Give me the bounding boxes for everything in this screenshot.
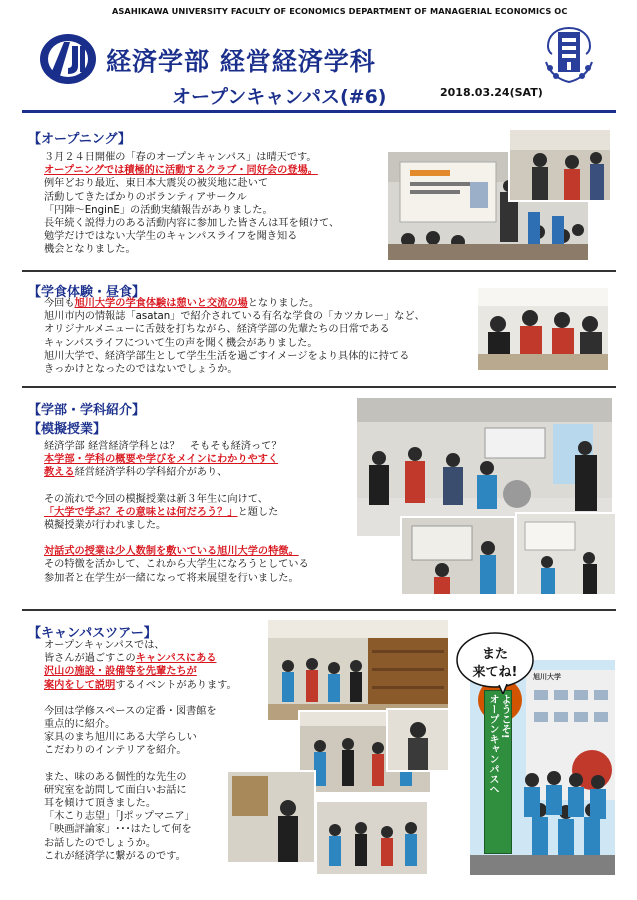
opening-line: 活動してきたばかりのボランティアサークル	[44, 191, 247, 203]
tour-line: こだわりのインテリアを紹介。	[44, 745, 187, 757]
tour-highlight: 沢山の施設・設備等を先輩たちが	[44, 666, 197, 678]
tour-line: オープンキャンパスでは、	[44, 640, 165, 651]
tour-line-pre: 皆さんが過ごすこの	[44, 653, 136, 665]
university-name: ASAHIKAWA UNIVERSITY FACULTY OF ECONOMICS DEPARTMENT OF MANAGERIAL ECONOMICS OC	[112, 6, 568, 16]
section-heading-intro: 【学部・学科紹介】	[28, 403, 146, 418]
lunch-line-post: となりました。	[247, 298, 320, 309]
opening-line: ３月２４日開催の「春のオープンキャンパス」は晴天です。	[44, 152, 317, 163]
intro-line: その流れで今回の模擬授業は新３年生に向けて、	[44, 493, 268, 505]
section-heading-opening: 【オープニング】	[28, 132, 131, 147]
department-emblem	[536, 22, 602, 88]
building-sign: 旭川大学	[533, 673, 561, 681]
speech-bubble-text	[455, 646, 535, 682]
lunch-line: 旭川大学で、経済学部生として学生生活を過ごすイメージをより具体的に持てる	[44, 350, 410, 362]
tour-highlight: 案内をして説明	[44, 679, 116, 691]
lunch-line: きっかけとなったのではないでしょうか。	[44, 364, 238, 376]
lunch-line-pre: 今回も	[44, 298, 75, 309]
opening-line: 「円陣～EnginE」の活動実績報告がありました。	[44, 204, 273, 216]
opening-highlight: オープニングでは積極的に活動するクラブ・同好会の登場。	[44, 165, 318, 177]
intro-line	[44, 466, 309, 479]
opening-line: 長年続く説得力のある活動内容に参加した皆さんは耳を傾けて、	[44, 218, 340, 230]
lunch-line	[44, 297, 425, 310]
speech-bubble-line: また	[481, 647, 508, 662]
intro-line-post: 経営経済学科の学科紹介があり、	[74, 467, 228, 479]
tour-line-post: するイベントがあります。	[115, 679, 237, 691]
lunch-line: キャンパスライフについて生の声を聞く機会がありました。	[44, 337, 318, 349]
university-logo	[38, 32, 98, 86]
intro-line: 模擬授業が行われました。	[44, 520, 167, 532]
intro-line: 経済学部 経営経済学科とは？ そもそも経済って？	[44, 441, 282, 452]
opening-line: 例年どおり最近、東日本大震災の被災地に赴いて	[44, 178, 269, 190]
professor-office-photo	[226, 770, 316, 864]
lunch-highlight: 旭川大学の学食体験は憩いと交流の場	[74, 298, 248, 309]
lunch-text	[44, 297, 425, 376]
section-divider	[22, 609, 616, 611]
welcome-banner-line: ようこそ!	[499, 694, 510, 739]
opening-text	[44, 151, 339, 257]
tour-line: お話したのでしょうか。	[44, 837, 157, 849]
section-divider	[22, 386, 616, 388]
opening-inset-photo	[508, 128, 612, 202]
lunch-line: 旭川市内の情報誌「asatan」で紹介されている有名な学食の「カツカレー」など、	[44, 311, 425, 323]
tour-highlight: キャンパスにある	[135, 653, 217, 665]
tour-line: また、味のある個性的な先生の	[44, 771, 187, 783]
welcome-banner	[484, 690, 512, 854]
intro-highlight: 「大学で学ぶ？その意味とは何だろう？」	[44, 506, 238, 518]
tour-line: 「木こり志望」「Jポップマニア」	[44, 811, 195, 823]
speech-bubble-line: 来てね!	[472, 665, 518, 680]
tour-text	[44, 639, 237, 863]
intro-line-post: と題した	[237, 506, 279, 518]
mock-class-inset-photo-1	[400, 516, 516, 596]
intro-line: 参加者と在学生が一緒になって将来展望を行いました。	[44, 572, 299, 584]
tour-line: 「映画評論家」･･･はたして何を	[44, 824, 192, 836]
lab-visit-photo	[386, 708, 450, 772]
seminar-room-photo	[315, 800, 429, 876]
tour-line: 耳を傾けて頂きました。	[44, 798, 157, 810]
section-heading-mock-class: 【模擬授業】	[28, 422, 107, 437]
welcome-banner-line: オープンキャンパスへ	[487, 694, 498, 794]
event-date: 2018.03.24(SAT)	[440, 86, 543, 99]
welcome-banner-text	[485, 691, 511, 797]
page-title: 経済学部 経営経済学科	[106, 47, 376, 76]
tour-line	[44, 652, 237, 665]
section-divider	[22, 270, 616, 272]
tour-line: 今回は学修スペースの定番・図書館を	[44, 705, 217, 717]
intro-line	[44, 506, 309, 519]
header-divider	[22, 110, 616, 113]
lunch-line: オリジナルメニューに舌鼓を打ちながら、経済学部の先輩たちの日常である	[44, 324, 390, 336]
tour-line: 研究室を訪問して面白いお話に	[44, 784, 187, 796]
tour-line	[44, 679, 237, 692]
intro-highlight: 対話式の授業は少人数制を敷いている旭川大学の特徴。	[44, 546, 299, 558]
opening-line: 機会となりました。	[44, 244, 136, 256]
tour-line: これが経済学に繋がるのです。	[44, 850, 186, 862]
intro-text	[44, 440, 309, 585]
library-photo	[268, 620, 448, 720]
tour-line: 重点的に紹介。	[44, 719, 116, 731]
tour-line: 家具のまち旭川にある大学らしい	[44, 732, 197, 744]
mock-class-inset-photo-2	[515, 512, 617, 596]
intro-highlight: 本学部・学科の概要や学びをメインにわかりやすく	[44, 454, 279, 466]
intro-highlight: 教える	[44, 467, 75, 479]
page-subtitle: オープンキャンパス(#6)	[172, 86, 387, 108]
lunch-photo	[478, 288, 608, 370]
intro-line: その特徴を活かして、これから大学生になろうとしている	[44, 559, 309, 571]
opening-line: 勉学だけではない大学生のキャンパスライフを聞き知る	[44, 231, 298, 243]
section-heading-lunch: 【学食体験・昼食】	[28, 285, 146, 300]
section-heading-tour: 【キャンパスツアー】	[28, 626, 157, 641]
